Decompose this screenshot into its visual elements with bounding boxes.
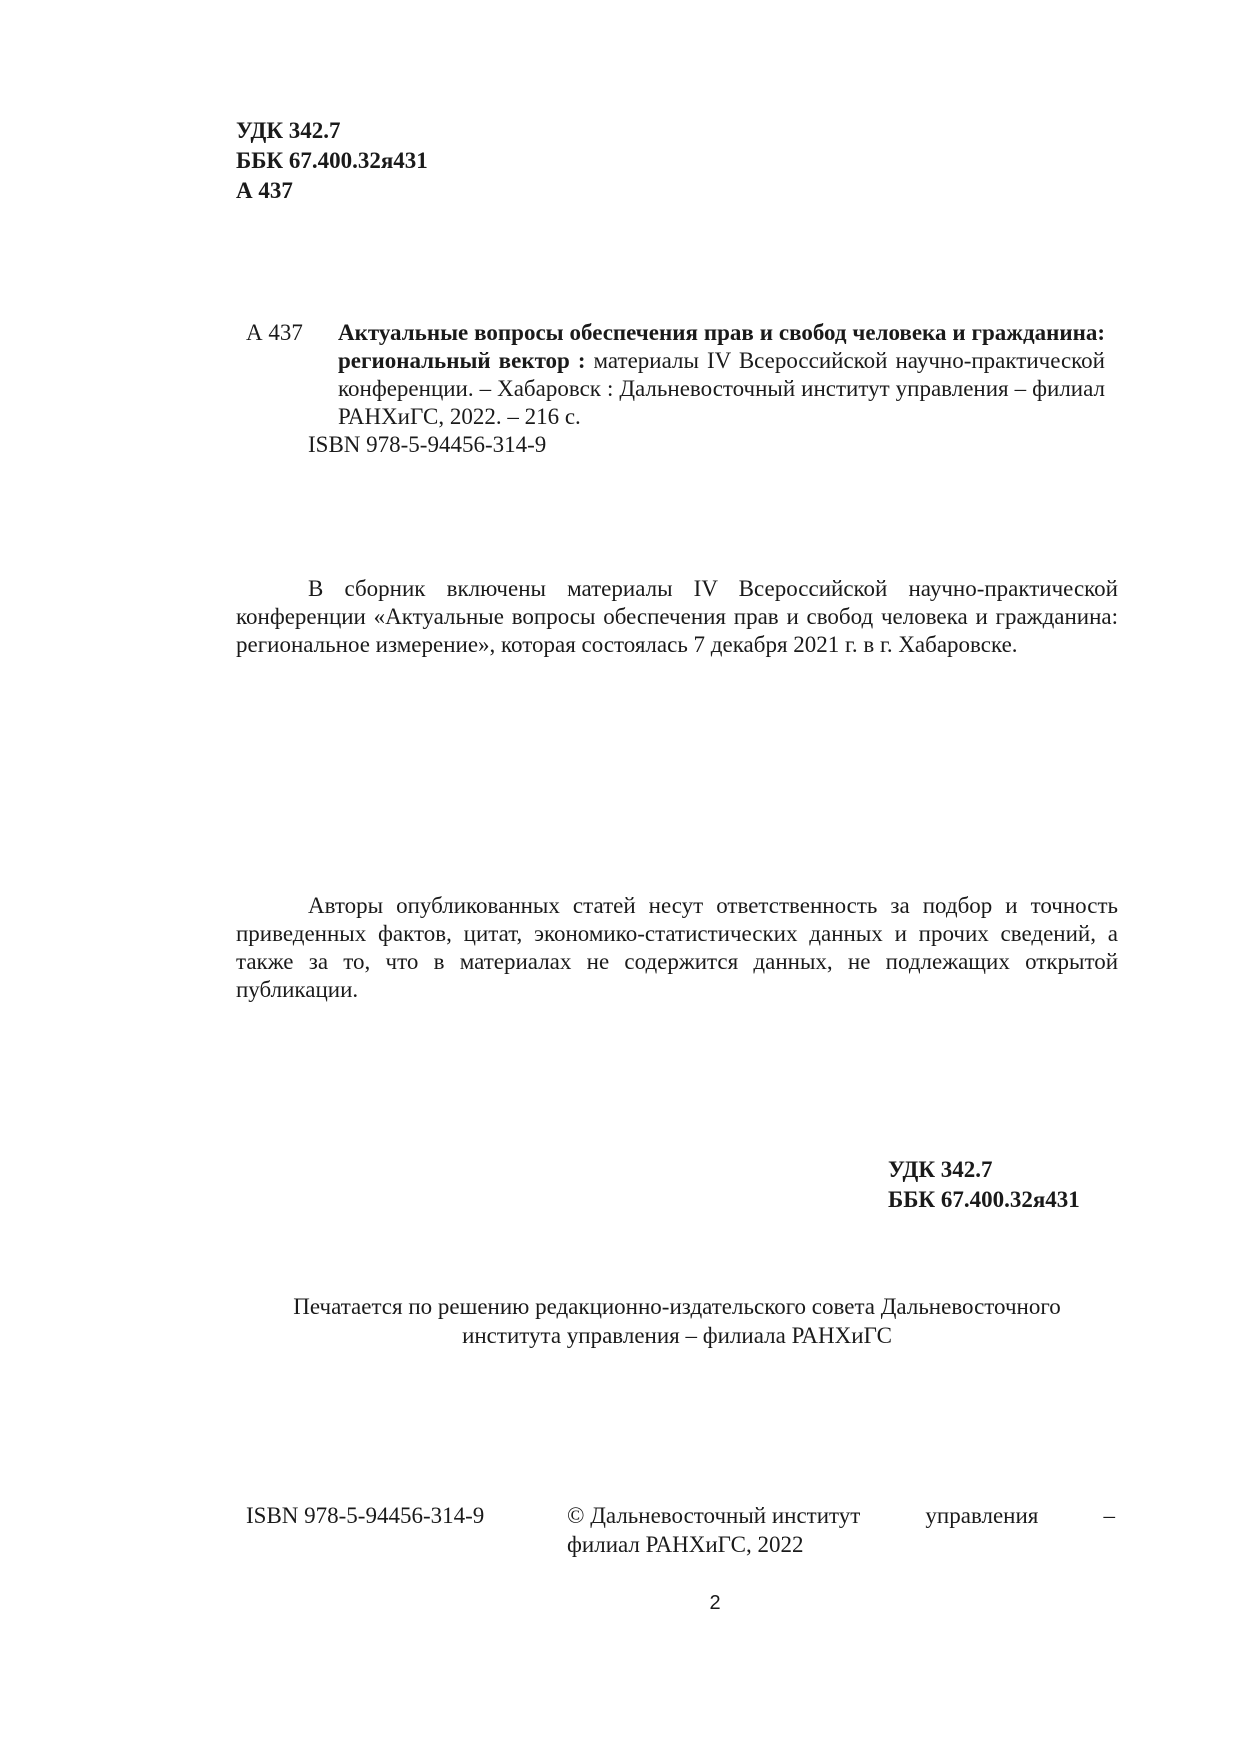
disclaimer-paragraph: Авторы опубликованных статей несут ответственность за подбор и точность приведенных фактов, цитат, экономико-статистических данных и прочих сведений, а также за то, что в материалах не содержится данных, не подлежащих открытой публикации. — [236, 893, 1118, 1002]
book-description: материалы IV Всероссийской научно-практической конференции. – Хабаровск : Дальневосточный институт управления – филиал РАНХиГС, 2022. – 216 с. — [338, 348, 1105, 429]
biblio-author-mark: А 437 — [246, 320, 303, 345]
page-number: 2 — [709, 1592, 721, 1614]
print-note-line-1: Печатается по решению редакционно-издательского совета Дальневосточного — [293, 1294, 1061, 1319]
classification-codes-footer — [888, 1155, 1080, 1215]
annotation-paragraph: В сборник включены материалы IV Всероссийской научно-практической конференции «Актуальные вопросы обеспечения прав и свобод человека и гражданина: региональное измерение», которая состоялась 7 декабря 2021 г. в г. Хабаровске. — [236, 576, 1118, 657]
publication-approval-note — [236, 1292, 1118, 1350]
copyright-part-1: © Дальневосточный институт — [567, 1503, 861, 1528]
bbk-code: ББК 67.400.32я431 — [236, 148, 428, 173]
footer-isbn: ISBN 978-5-94456-314-9 — [246, 1503, 485, 1528]
copyright-notice — [567, 1501, 1115, 1559]
copyright-line-2: филиал РАНХиГС, 2022 — [567, 1532, 804, 1557]
udk-code-bottom: УДК 342.7 — [888, 1157, 993, 1182]
author-mark: А 437 — [236, 178, 293, 203]
classification-codes-header — [236, 116, 428, 206]
print-note-line-2: института управления – филиала РАНХиГС — [462, 1323, 892, 1348]
biblio-description-block — [338, 319, 1105, 431]
copyright-part-3: – — [1103, 1503, 1115, 1528]
copyright-part-2: управления — [925, 1503, 1039, 1528]
biblio-isbn: ISBN 978-5-94456-314-9 — [308, 432, 547, 457]
udk-code: УДК 342.7 — [236, 118, 341, 143]
book-title: Актуальные вопросы обеспечения прав и свобод человека и гражданина: региональный вектор : — [338, 320, 1105, 373]
bbk-code-bottom: ББК 67.400.32я431 — [888, 1187, 1080, 1212]
